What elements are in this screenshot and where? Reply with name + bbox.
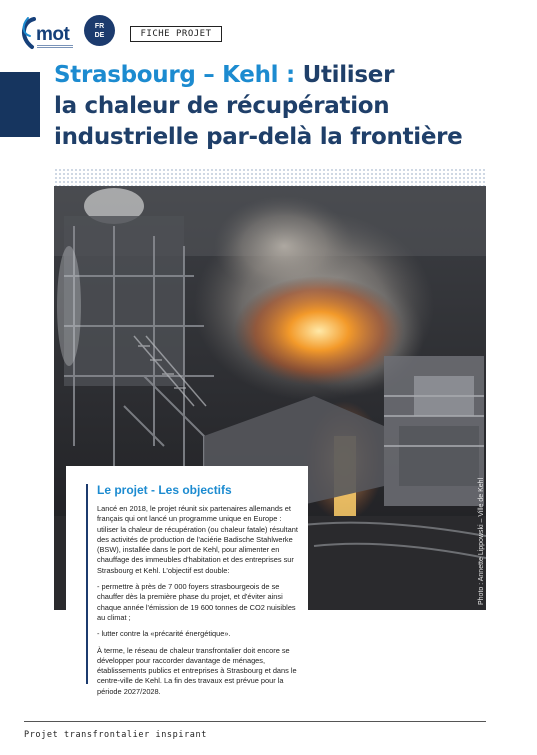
photo-credit: Photo : Annette Lippowski – Ville de Kehl — [478, 477, 485, 605]
dot-pattern-band — [54, 168, 486, 188]
title-highlight: Strasbourg – Kehl : — [54, 62, 295, 88]
project-paragraph-intro: Lancé en 2018, le projet réunit six partenaires allemands et français qui ont lancé un programme unique en Europe : utiliser la chaleur de récupération (ou chaleur fatale) résultant des activités de production de l'aciérie Badische Stahlwerke (BSW), installée dans le port de Kehl, pour alimenter en chauffage des immeubles d'habitation et des entreprises sur Strasbourg et Kehl. L'objectif est double: — [97, 504, 298, 575]
frde-logo-fr: FR — [94, 23, 105, 30]
title-line3: industrielle par-delà la frontière — [54, 124, 463, 150]
box-accent-bar — [86, 484, 88, 684]
title-line2: la chaleur de récupération — [54, 93, 390, 119]
project-objectives-box — [66, 466, 308, 696]
project-paragraph-goal-2: - lutter contre la «précarité énergétique». — [97, 629, 231, 639]
mot-logo-text: mot — [36, 24, 70, 45]
title-side-bar — [0, 72, 40, 137]
footer-text: Projet transfrontalier inspirant — [24, 730, 207, 740]
project-text — [97, 504, 303, 703]
project-paragraph-outlook: À terme, le réseau de chaleur transfrontalier doit encore se développer pour raccorder davantage de ménages, établissements publics et entreprises à Strasbourg et dans le centre-ville de Kehl. La fin des travaux est prévue pour la période 2027/2028. — [97, 645, 297, 696]
frde-logo-de: DE — [94, 32, 105, 39]
fiche-projet-tag: FICHE PROJET — [130, 26, 222, 42]
frde-logo — [84, 15, 115, 46]
footer-divider — [24, 721, 486, 722]
page-title — [54, 60, 524, 153]
project-heading: Le projet - Les objectifs — [97, 483, 232, 497]
mot-logo — [18, 16, 70, 50]
title-line1-rest: Utiliser — [294, 62, 395, 88]
mot-logo-subline — [37, 45, 73, 46]
project-paragraph-goal-1: - permettre à près de 7 000 foyers strasbourgeois de se chauffer dès la première phase du projet, et d'éviter ainsi chaque année l'émission de 19 600 tonnes de CO2 nuisibles au climat ; — [97, 582, 296, 622]
